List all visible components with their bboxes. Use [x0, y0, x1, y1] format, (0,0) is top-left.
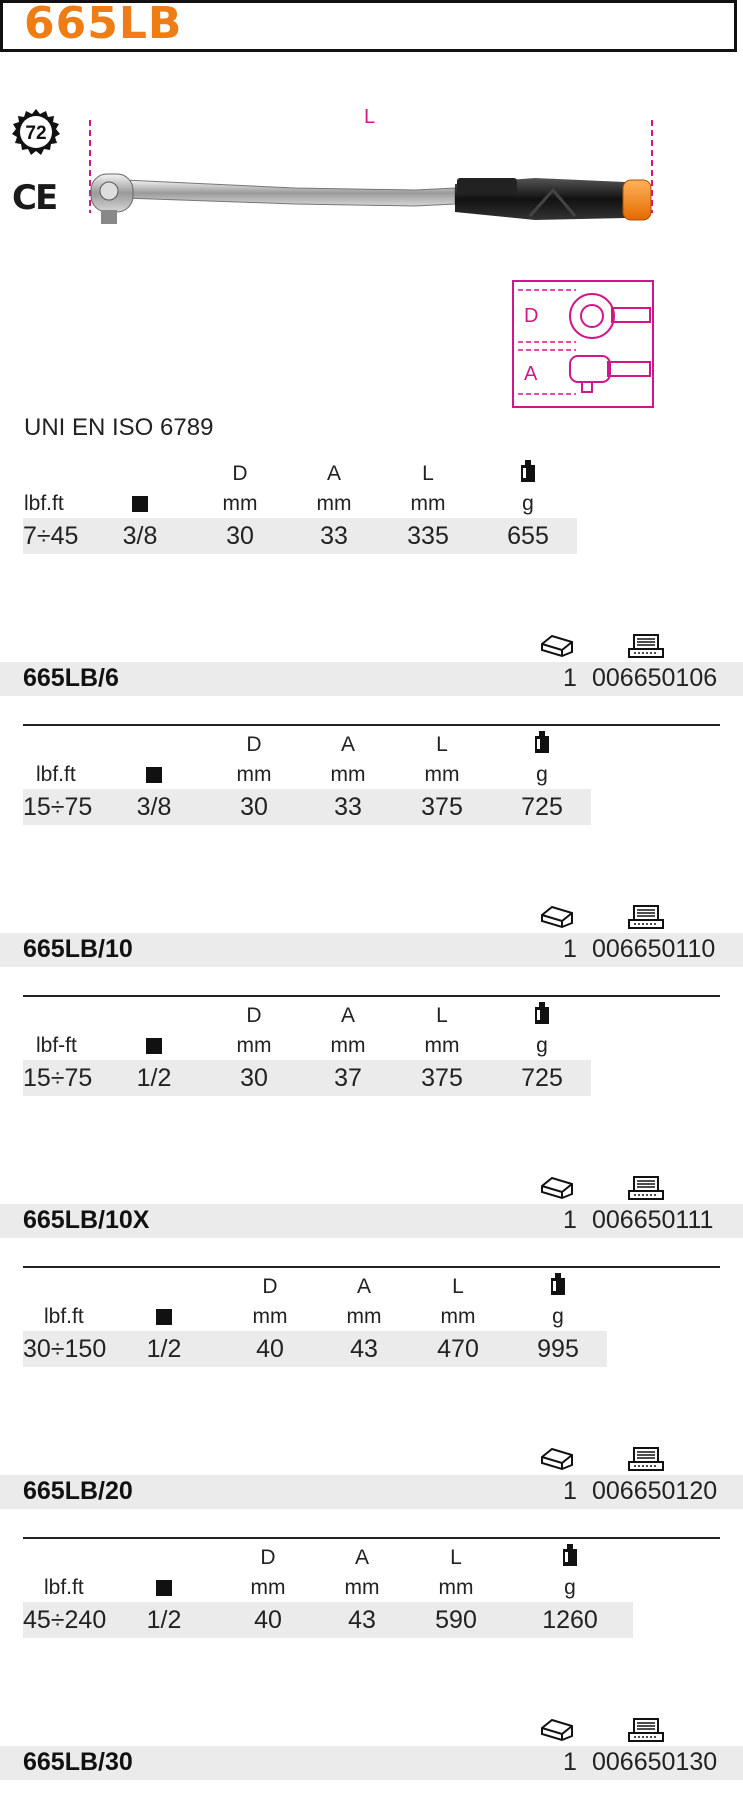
- value-g: 995: [537, 1335, 579, 1363]
- value-drive: 1/2: [136, 1064, 172, 1092]
- value-drive: 3/8: [122, 522, 158, 550]
- barcode-register-icon: [628, 1176, 664, 1205]
- column-label-d: D: [246, 1004, 262, 1027]
- value-drive: 3/8: [136, 793, 172, 821]
- torque-wrench-icon: [85, 118, 665, 238]
- package-box-icon: [540, 1718, 574, 1747]
- diagram-label-d: D: [524, 305, 539, 327]
- square-drive-icon: [156, 1580, 172, 1596]
- value-d: 30: [226, 522, 254, 550]
- column-label-l: L: [452, 1275, 464, 1298]
- article-number: 006650130: [592, 1748, 718, 1776]
- unit-mm: mm: [252, 1305, 288, 1328]
- value-g: 655: [507, 522, 549, 550]
- unit-mm: mm: [316, 492, 352, 515]
- torque-unit: lbf-ft: [36, 1034, 77, 1057]
- value-a: 43: [348, 1606, 376, 1634]
- unit-mm: mm: [344, 1576, 380, 1599]
- value-d: 40: [254, 1606, 282, 1634]
- weight-icon: [520, 460, 536, 487]
- torque-unit: lbf.ft: [44, 1576, 84, 1599]
- unit-mm: mm: [222, 492, 258, 515]
- unit-g: g: [564, 1576, 576, 1599]
- column-label-a: A: [356, 1275, 371, 1298]
- divider: [23, 995, 720, 997]
- article-number: 006650106: [592, 664, 718, 692]
- model-code: 665LB/20: [23, 1477, 133, 1505]
- value-l: 590: [435, 1606, 477, 1634]
- length-label: L: [364, 106, 376, 128]
- column-label-a: A: [340, 1004, 355, 1027]
- package-box-icon: [540, 905, 574, 934]
- value-g: 1260: [542, 1606, 598, 1634]
- package-box-icon: [540, 634, 574, 663]
- value-d: 30: [240, 793, 268, 821]
- torque-range: 15÷75: [23, 1064, 93, 1092]
- value-l: 375: [421, 1064, 463, 1092]
- weight-icon: [534, 1002, 550, 1029]
- teeth-72-badge-icon: [12, 108, 60, 156]
- value-a: 37: [334, 1064, 362, 1092]
- value-drive: 1/2: [146, 1606, 182, 1634]
- column-label-l: L: [436, 1004, 448, 1027]
- unit-g: g: [536, 763, 548, 786]
- article-number: 006650120: [592, 1477, 718, 1505]
- value-l: 335: [407, 522, 449, 550]
- column-label-d: D: [262, 1275, 278, 1298]
- pack-quantity: 1: [563, 935, 577, 963]
- torque-range: 45÷240: [23, 1606, 107, 1634]
- torque-unit: lbf.ft: [24, 492, 64, 515]
- package-box-icon: [540, 1176, 574, 1205]
- unit-g: g: [552, 1305, 564, 1328]
- divider: [23, 1266, 720, 1268]
- value-a: 33: [334, 793, 362, 821]
- value-g: 725: [521, 1064, 563, 1092]
- unit-mm: mm: [330, 763, 366, 786]
- divider: [23, 724, 720, 726]
- model-code: 665LB/6: [23, 664, 119, 692]
- model-code: 665LB/10X: [23, 1206, 150, 1234]
- torque-range: 7÷45: [23, 522, 79, 550]
- pack-quantity: 1: [563, 664, 577, 692]
- square-drive-icon: [132, 496, 148, 512]
- teeth-count: 72: [25, 123, 47, 144]
- unit-mm: mm: [346, 1305, 382, 1328]
- value-drive: 1/2: [146, 1335, 182, 1363]
- model-code: 665LB/10: [23, 935, 133, 963]
- article-number: 006650110: [592, 935, 716, 963]
- model-code: 665LB/30: [23, 1748, 133, 1776]
- column-label-a: A: [326, 462, 341, 485]
- unit-mm: mm: [236, 763, 272, 786]
- weight-icon: [534, 731, 550, 758]
- value-g: 725: [521, 793, 563, 821]
- value-a: 43: [350, 1335, 378, 1363]
- unit-g: g: [536, 1034, 548, 1057]
- barcode-register-icon: [628, 905, 664, 934]
- value-l: 470: [437, 1335, 479, 1363]
- unit-g: g: [522, 492, 534, 515]
- torque-range: 15÷75: [23, 793, 93, 821]
- column-label-d: D: [232, 462, 248, 485]
- package-box-icon: [540, 1447, 574, 1476]
- diagram-label-a: A: [524, 363, 538, 385]
- column-label-l: L: [450, 1546, 462, 1569]
- torque-unit: lbf.ft: [44, 1305, 84, 1328]
- square-drive-icon: [146, 767, 162, 783]
- page-title: 665LB: [24, 0, 183, 49]
- torque-range: 30÷150: [23, 1335, 107, 1363]
- value-d: 40: [256, 1335, 284, 1363]
- torque-unit: lbf.ft: [36, 763, 76, 786]
- unit-mm: mm: [330, 1034, 366, 1057]
- divider: [23, 1537, 720, 1539]
- unit-mm: mm: [410, 492, 446, 515]
- ce-mark: CE: [12, 178, 57, 218]
- unit-mm: mm: [424, 1034, 460, 1057]
- column-label-l: L: [422, 462, 434, 485]
- column-label-d: D: [246, 733, 262, 756]
- pack-quantity: 1: [563, 1748, 577, 1776]
- value-l: 375: [421, 793, 463, 821]
- pack-quantity: 1: [563, 1477, 577, 1505]
- unit-mm: mm: [438, 1576, 474, 1599]
- barcode-register-icon: [628, 1718, 664, 1747]
- unit-mm: mm: [236, 1034, 272, 1057]
- barcode-register-icon: [628, 1447, 664, 1476]
- unit-mm: mm: [424, 763, 460, 786]
- unit-mm: mm: [440, 1305, 476, 1328]
- column-label-a: A: [340, 733, 355, 756]
- unit-mm: mm: [250, 1576, 286, 1599]
- column-label-l: L: [436, 733, 448, 756]
- column-label-a: A: [354, 1546, 369, 1569]
- weight-icon: [562, 1544, 578, 1571]
- value-a: 33: [320, 522, 348, 550]
- value-d: 30: [240, 1064, 268, 1092]
- square-drive-icon: [156, 1309, 172, 1325]
- dimension-diagram: [512, 280, 654, 408]
- article-number: 006650111: [592, 1206, 714, 1234]
- weight-icon: [550, 1273, 566, 1300]
- barcode-register-icon: [628, 634, 664, 663]
- pack-quantity: 1: [563, 1206, 577, 1234]
- standard-label: UNI EN ISO 6789: [24, 414, 214, 441]
- square-drive-icon: [146, 1038, 162, 1054]
- column-label-d: D: [260, 1546, 276, 1569]
